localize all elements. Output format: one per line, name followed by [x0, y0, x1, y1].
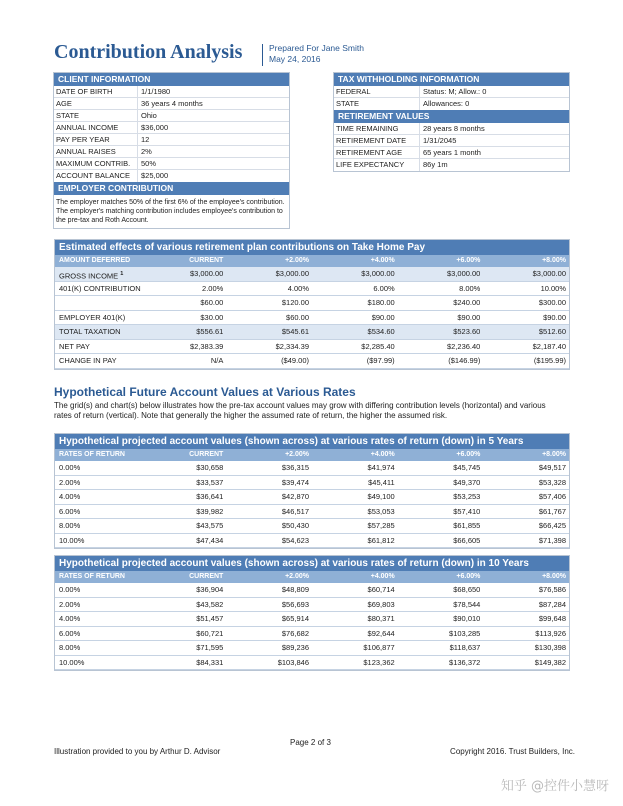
table-cell: $3,000.00 [446, 269, 481, 278]
table-cell: $53,328 [538, 477, 567, 487]
info-row [334, 86, 569, 98]
table-cell: $61,767 [538, 506, 567, 516]
table-cell: $103,846 [277, 657, 309, 667]
table-cell: $92,644 [367, 628, 395, 638]
info-label: ANNUAL RAISES [54, 146, 138, 157]
table-cell: $61,812 [367, 535, 395, 545]
table-cell: $120.00 [281, 298, 309, 307]
table-cell: $76,682 [281, 628, 309, 638]
row-label [55, 583, 163, 597]
table-cell: ($49.00) [281, 356, 309, 365]
table-cell: $39,474 [281, 477, 309, 487]
table-cell: $54,623 [281, 535, 309, 545]
info-row [334, 159, 569, 171]
table-cell: $43,575 [196, 521, 224, 530]
info-row [334, 147, 569, 159]
table-cell: $30.00 [200, 312, 224, 322]
table-cell: $57,410 [453, 506, 481, 516]
column-header: RATES OF RETURN [59, 451, 125, 458]
info-row [54, 134, 289, 146]
ten-year-title: Hypothetical projected account values (shown across) at various rates of return (down) in 10 Years [55, 556, 569, 571]
row-label-text: TOTAL TAXATION [59, 327, 121, 336]
info-value: $36,000 [141, 123, 169, 132]
row-label [55, 534, 163, 548]
column-header: +4.00% [370, 573, 395, 580]
row-label-text: 0.00% [59, 463, 81, 472]
column-header: +2.00% [285, 257, 309, 264]
info-label: AGE [54, 98, 138, 109]
table-cell: $71,595 [196, 643, 224, 652]
info-value: Allowances: 0 [423, 99, 470, 108]
table-cell: $89,236 [281, 643, 309, 652]
table-cell: $36,904 [196, 585, 224, 594]
table-cell: $3,000.00 [275, 269, 309, 278]
info-label: STATE [54, 110, 138, 121]
table-cell: $61,855 [453, 521, 481, 530]
table-cell: $30,658 [196, 463, 224, 472]
table-cell: $3,000.00 [189, 269, 224, 278]
info-value: 86y 1m [423, 160, 448, 169]
table-cell: 8.00% [459, 283, 481, 293]
row-label-text: 4.00% [59, 614, 81, 623]
row-label-text: 4.00% [59, 492, 81, 501]
column-header: +8.00% [542, 257, 567, 264]
table-row [55, 490, 569, 505]
five-year-table [54, 433, 570, 549]
row-label [55, 598, 163, 612]
row-label-text: 2.00% [59, 599, 81, 609]
table-cell: $2,236.40 [446, 341, 481, 351]
row-label [55, 612, 163, 626]
info-value: 12 [141, 135, 150, 144]
table-cell: $60,714 [367, 585, 395, 594]
table-cell: $84,331 [196, 657, 224, 667]
column-header: +6.00% [456, 257, 481, 264]
info-label: DATE OF BIRTH [54, 86, 138, 97]
info-label: ACCOUNT BALANCE [54, 170, 138, 182]
table-cell: $90.00 [543, 312, 567, 322]
tax-info-panel [333, 72, 570, 172]
table-row [55, 641, 569, 656]
table-cell: $60,721 [196, 628, 224, 638]
column-header: +6.00% [456, 573, 481, 580]
info-row [54, 146, 289, 158]
table-cell: $534.60 [367, 327, 395, 336]
table-row [55, 505, 569, 520]
table-cell: ($195.99) [533, 356, 567, 365]
ten-year-table [54, 555, 570, 671]
table-cell: $3,000.00 [361, 269, 395, 278]
row-label [55, 325, 163, 339]
info-value: 50% [141, 159, 157, 168]
row-label [55, 267, 163, 281]
table-cell: $3,000.00 [532, 269, 567, 278]
table-cell: $2,187.40 [532, 341, 567, 351]
take-home-pay-header [55, 255, 569, 267]
info-row [334, 98, 569, 110]
row-label-text: 6.00% [59, 506, 81, 516]
table-cell: $60.00 [200, 298, 224, 307]
column-header: +2.00% [285, 573, 309, 580]
info-value: 2% [141, 147, 152, 156]
table-cell: $57,406 [538, 492, 567, 501]
row-label-text: CHANGE IN PAY [59, 356, 117, 365]
future-values-heading: Hypothetical Future Account Values at Various Rates [54, 385, 356, 399]
row-label-text: 8.00% [59, 521, 81, 530]
page-number: Page 2 of 3 [290, 738, 331, 747]
client-info-title: CLIENT INFORMATION [54, 73, 289, 86]
table-cell: $556.61 [196, 327, 224, 336]
table-cell: $33,537 [196, 477, 224, 487]
table-cell: $49,517 [538, 463, 567, 472]
table-row [55, 627, 569, 642]
tax-withholding-title: TAX WITHHOLDING INFORMATION [334, 73, 569, 86]
info-value: 1/31/2045 [423, 136, 457, 145]
table-cell: $240.00 [453, 298, 481, 307]
table-row [55, 612, 569, 627]
info-row [54, 170, 289, 182]
table-cell: $51,457 [196, 614, 224, 623]
future-values-description: The grid(s) and chart(s) below illustrates how the pre-tax account values may grow with differing contribution levels (horizontal) and various rates of return (vertical). Note that generally the higher the assumed rate of return, the higher the assumed risk. [54, 401, 546, 420]
table-cell: $149,382 [534, 657, 567, 667]
table-cell: $66,425 [538, 521, 567, 530]
page-title: Contribution Analysis [54, 41, 243, 63]
table-cell: ($97.99) [366, 356, 395, 365]
row-label-text: GROSS INCOME [59, 271, 119, 281]
table-cell: $68,650 [453, 585, 481, 594]
table-row [55, 534, 569, 549]
table-cell: $39,982 [196, 506, 224, 516]
table-cell: $136,372 [449, 657, 481, 667]
table-row [55, 354, 569, 369]
info-label: RETIREMENT DATE [334, 135, 420, 146]
info-row [54, 86, 289, 98]
row-label [55, 505, 163, 519]
table-cell: $76,586 [538, 585, 567, 594]
table-cell: $78,544 [453, 599, 481, 609]
column-header: +4.00% [370, 257, 395, 264]
table-cell: $103,285 [449, 628, 481, 638]
table-cell: $36,641 [196, 492, 224, 501]
table-cell: $60.00 [286, 312, 309, 322]
column-header: +6.00% [456, 451, 481, 458]
table-cell: 10.00% [540, 283, 567, 293]
info-value: 36 years 4 months [141, 99, 203, 108]
info-label: RETIREMENT AGE [334, 147, 420, 158]
table-cell: $56,693 [281, 599, 309, 609]
column-header: CURRENT [189, 257, 224, 264]
column-header: +8.00% [542, 573, 567, 580]
table-cell: $90,010 [453, 614, 481, 623]
table-cell: $53,253 [453, 492, 481, 501]
table-cell: $45,411 [368, 477, 395, 487]
footnote-marker: 1 [120, 271, 124, 277]
row-label-text: EMPLOYER 401(K) [59, 312, 126, 322]
row-label [55, 656, 163, 670]
row-label [55, 340, 163, 354]
row-label [55, 476, 163, 490]
table-cell: $87,284 [538, 599, 567, 609]
row-label-text: 10.00% [59, 535, 85, 545]
watermark: 知乎 @控件小慧呀 [500, 779, 609, 794]
table-cell: N/A [210, 356, 224, 365]
table-row [55, 598, 569, 613]
table-cell: $48,809 [281, 585, 309, 594]
table-cell: 4.00% [287, 283, 309, 293]
info-row [54, 110, 289, 122]
table-cell: $106,877 [363, 643, 395, 652]
table-cell: $130,398 [534, 643, 567, 652]
table-row [55, 461, 569, 476]
info-label: STATE [334, 98, 420, 110]
info-row [54, 98, 289, 110]
header-subtitle [269, 43, 364, 65]
info-row [54, 122, 289, 134]
row-label [55, 641, 163, 655]
column-header: CURRENT [189, 573, 224, 580]
info-row [334, 135, 569, 147]
client-info-panel [53, 72, 290, 229]
info-value: 28 years 8 months [423, 124, 485, 133]
table-cell: $65,914 [281, 614, 309, 623]
info-label: ANNUAL INCOME [54, 122, 138, 133]
row-label-text: 2.00% [59, 477, 81, 487]
table-cell: $47,434 [196, 535, 224, 545]
employer-contribution-text: The employer matches 50% of the first 6% of the employee's contribution. The employer's matching contribution includes employee's contribution to the pre-tax and Roth Account. [56, 199, 285, 224]
row-label [55, 519, 163, 533]
row-label [55, 354, 163, 368]
table-cell: $80,371 [367, 614, 395, 623]
five-year-title: Hypothetical projected account values (shown across) at various rates of return (down) in 5 Years [55, 434, 569, 449]
column-header: RATES OF RETURN [59, 573, 125, 580]
column-header: +8.00% [542, 451, 567, 458]
info-row [54, 158, 289, 170]
row-label [55, 627, 163, 641]
table-row [55, 476, 569, 491]
ten-year-header [55, 571, 569, 583]
table-cell: $2,334.39 [275, 341, 309, 351]
info-label: LIFE EXPECTANCY [334, 159, 420, 171]
table-cell: $49,100 [367, 492, 395, 501]
row-label-text: 8.00% [59, 643, 81, 652]
table-cell: $99,648 [538, 614, 567, 623]
table-cell: $113,926 [535, 628, 567, 638]
employer-contribution-title: EMPLOYER CONTRIBUTION [54, 182, 289, 195]
table-row [55, 583, 569, 598]
advisor-credit: Illustration provided to you by Arthur D. Advisor [54, 747, 221, 756]
table-cell: $49,370 [453, 477, 481, 487]
report-date: May 24, 2016 [269, 54, 321, 64]
row-label [55, 296, 163, 310]
header-divider [262, 44, 263, 66]
table-row [55, 282, 569, 297]
table-cell: ($146.99) [448, 356, 481, 365]
table-cell: $69,803 [367, 599, 395, 609]
table-row [55, 656, 569, 671]
table-cell: $46,517 [281, 506, 309, 516]
table-cell: $2,383.39 [189, 341, 224, 351]
column-header: AMOUNT DEFERRED [59, 257, 131, 264]
table-cell: $512.60 [538, 327, 567, 336]
table-cell: $300.00 [538, 298, 567, 307]
row-label [55, 311, 163, 325]
info-label: MAXIMUM CONTRIB. [54, 158, 138, 169]
table-cell: $71,398 [538, 535, 567, 545]
table-cell: 6.00% [373, 283, 395, 293]
info-value: 1/1/1980 [141, 87, 171, 96]
table-cell: $43,582 [196, 599, 224, 609]
copyright: Copyright 2016. Trust Builders, Inc. [450, 747, 575, 756]
table-cell: $36,315 [281, 463, 309, 472]
info-label: FEDERAL [334, 86, 420, 97]
table-row [55, 311, 569, 326]
info-label: TIME REMAINING [334, 123, 420, 134]
info-value: 65 years 1 month [423, 148, 481, 157]
table-cell: $45,745 [453, 463, 481, 472]
column-header: +2.00% [285, 451, 309, 458]
info-value: Ohio [141, 111, 157, 120]
table-cell: $53,053 [367, 506, 395, 516]
row-label [55, 490, 163, 504]
column-header: +4.00% [370, 451, 395, 458]
table-cell: $90.00 [371, 312, 395, 322]
table-cell: $123,362 [363, 657, 395, 667]
take-home-pay-title: Estimated effects of various retirement plan contributions on Take Home Pay [55, 240, 569, 255]
column-header: CURRENT [189, 451, 224, 458]
table-cell: $90.00 [457, 312, 481, 322]
table-row [55, 325, 569, 340]
table-cell: $41,974 [367, 463, 395, 472]
prepared-for: Prepared For Jane Smith [269, 43, 364, 53]
take-home-pay-table [54, 239, 570, 370]
table-cell: $42,870 [281, 492, 309, 501]
info-label: PAY PER YEAR [54, 134, 138, 145]
table-cell: $66,605 [453, 535, 481, 545]
table-cell: $57,285 [367, 521, 395, 530]
info-value: Status: M; Allow.: 0 [423, 87, 487, 96]
table-cell: $50,430 [281, 521, 309, 530]
table-row [55, 519, 569, 534]
table-cell: $118,637 [449, 643, 481, 652]
row-label-text: 0.00% [59, 585, 81, 594]
retirement-values-title: RETIREMENT VALUES [334, 110, 569, 123]
info-row [334, 123, 569, 135]
table-cell: 2.00% [202, 283, 224, 293]
row-label [55, 282, 163, 296]
five-year-header [55, 449, 569, 461]
table-cell: $545.61 [281, 327, 309, 336]
table-row [55, 296, 569, 311]
info-value: $25,000 [141, 171, 169, 180]
row-label-text: 401(K) CONTRIBUTION [59, 283, 141, 293]
row-label [55, 461, 163, 475]
row-label-text: NET PAY [59, 341, 90, 351]
table-cell: $2,285.40 [361, 341, 395, 351]
row-label-text: 6.00% [59, 628, 81, 638]
table-cell: $180.00 [367, 298, 395, 307]
table-row [55, 340, 569, 355]
table-row [55, 267, 569, 282]
table-cell: $523.60 [453, 327, 481, 336]
row-label-text: 10.00% [59, 657, 85, 667]
